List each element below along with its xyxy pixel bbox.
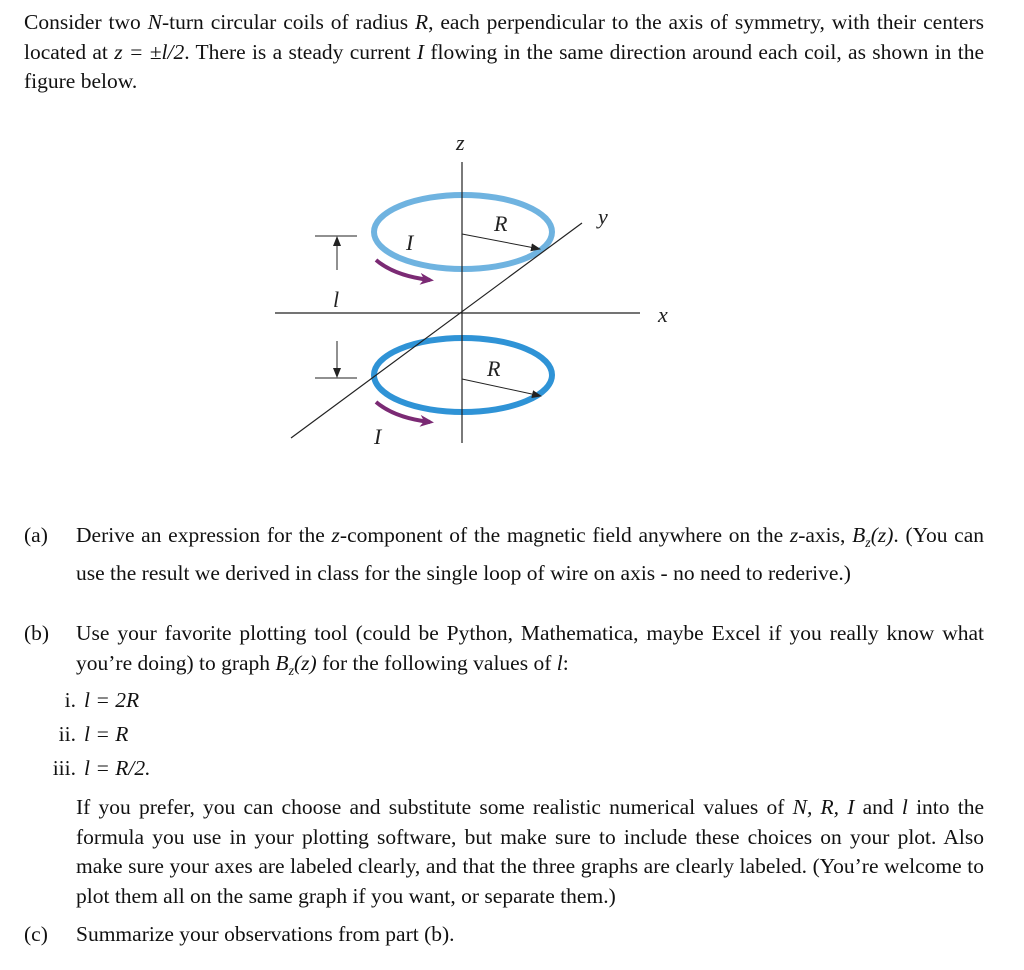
question-c-text: Summarize your observations from part (b). xyxy=(76,922,455,946)
helmholtz-coils-figure xyxy=(0,0,1024,470)
text: -component of the magnetic field anywhere on the xyxy=(339,523,790,547)
subitem-number: iii. xyxy=(52,756,76,780)
question-b-note xyxy=(24,793,984,911)
subscript-z: z xyxy=(865,536,871,552)
intro-text: flowing in the same direction around each coil, as shown in the figure below. xyxy=(24,39,984,93)
text: : xyxy=(562,650,569,675)
top-radius-label: R xyxy=(494,211,508,236)
bottom-coil xyxy=(374,338,552,412)
text: Derive an expression for the xyxy=(76,523,332,547)
separation-label: l xyxy=(333,287,340,312)
subitem-expression: l = R/2. xyxy=(84,756,151,780)
text: -axis, xyxy=(798,523,853,547)
subscript-z: z xyxy=(288,663,295,679)
text: Use your favorite plotting tool (could be Python, Mathematica, maybe Excel if you really know what you’re doing) to graph xyxy=(76,621,984,675)
text: and xyxy=(854,795,902,819)
var-z: z xyxy=(331,523,340,547)
y-axis-label: y xyxy=(598,204,608,229)
coil-position-equation: z = ±l/2 xyxy=(114,39,185,64)
function-arg: (z) xyxy=(870,523,894,547)
text: into the formula you use in your plotting software, but make sure to include these choices on your plot. Also make sure your axes are labeled clearly, and that the three graphs are clearly labeled. (You’re welcome to plot them all on the same graph if you want, or separate them.) xyxy=(76,795,985,908)
intro-text: , each perpendicular to the axis of symmetry, with their centers located at xyxy=(24,10,984,64)
question-c-label: (c) xyxy=(24,922,48,946)
function-arg: (z) xyxy=(294,650,317,675)
var-I: I xyxy=(416,39,425,64)
bottom-current-label: I xyxy=(374,424,382,449)
bottom-radius-label: R xyxy=(487,356,501,381)
bottom-radius-arrow xyxy=(462,379,541,396)
var-B: B xyxy=(275,650,289,675)
top-current-label: I xyxy=(406,230,414,255)
top-coil xyxy=(374,195,552,269)
var-z: z xyxy=(789,523,799,547)
text: for the following values of xyxy=(316,650,557,675)
var-l: l xyxy=(556,650,563,675)
question-b-note-text xyxy=(76,793,984,911)
top-radius-arrow xyxy=(462,234,540,249)
question-b-text xyxy=(76,619,984,686)
intro-text: Consider two xyxy=(24,10,148,34)
text: If you prefer, you can choose and substitute some realistic numerical values of xyxy=(76,795,793,819)
subitem-expression: l = R xyxy=(84,722,129,746)
var-l: l xyxy=(901,795,908,819)
x-axis-label: x xyxy=(658,302,668,327)
var-B: B xyxy=(852,523,866,547)
subitem-expression: l = 2R xyxy=(84,688,140,712)
question-a-text xyxy=(76,521,984,588)
z-axis-label: z xyxy=(456,130,465,155)
var-N: N xyxy=(147,10,163,34)
intro-text: -turn circular coils of radius xyxy=(162,10,415,34)
question-b xyxy=(24,619,984,686)
y-axis xyxy=(291,223,582,438)
question-c xyxy=(24,920,984,950)
question-a xyxy=(24,521,984,588)
intro-text: . There is a steady current xyxy=(184,39,417,64)
question-a-label: (a) xyxy=(24,523,48,547)
vars: N, R, I xyxy=(792,795,855,819)
var-R: R xyxy=(414,10,429,34)
subitem-number: i. xyxy=(64,688,76,712)
subitem-number: ii. xyxy=(58,722,76,746)
text: . (You can use the result we derived in class for the single loop of wire on axis - no need to rederive.) xyxy=(76,523,985,585)
question-b-label: (b) xyxy=(24,621,50,645)
